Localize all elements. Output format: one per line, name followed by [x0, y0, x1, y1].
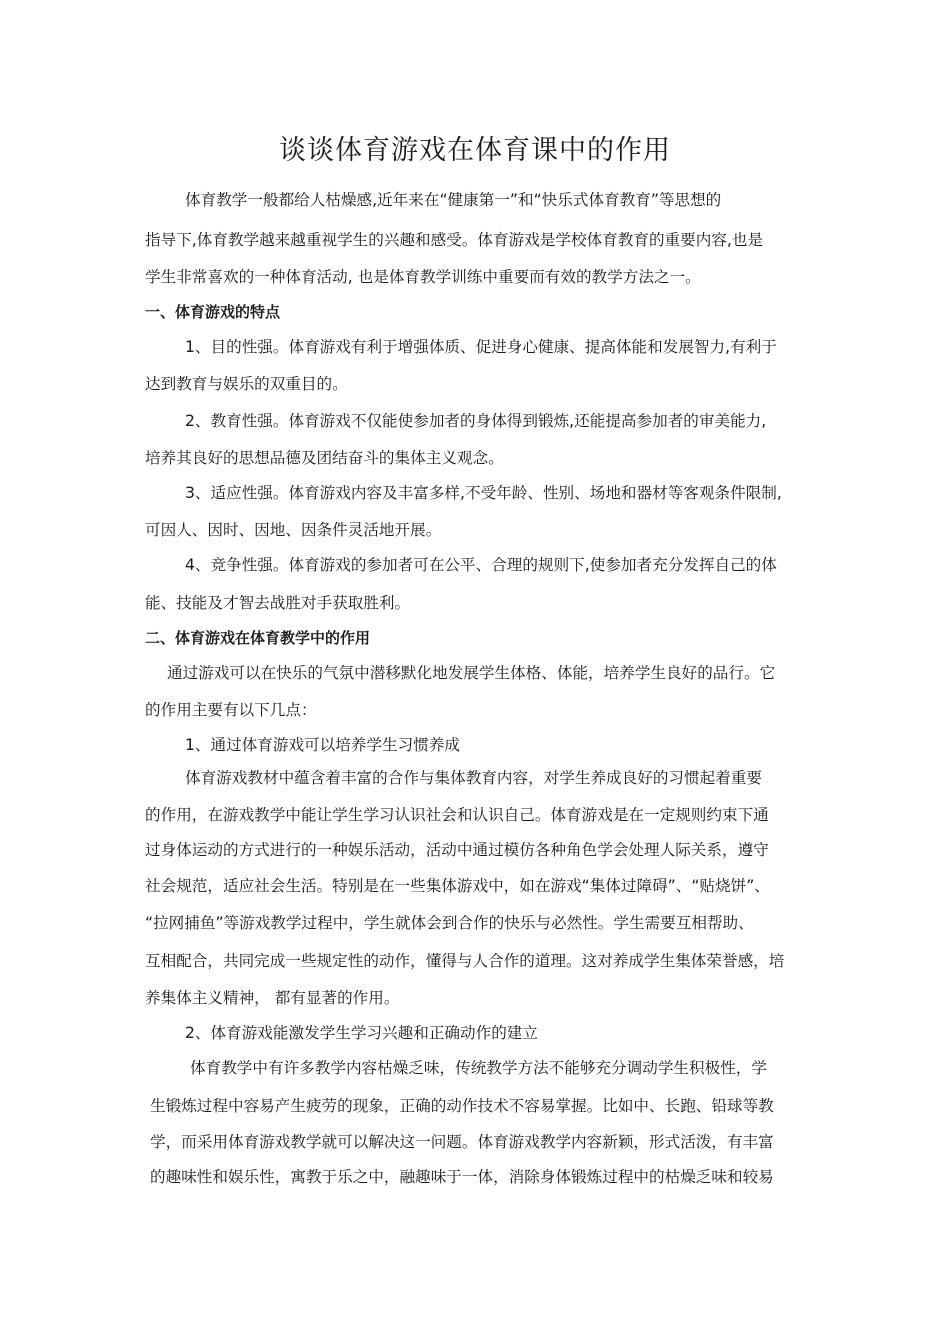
section-heading: 一、体育游戏的特点: [145, 303, 281, 321]
paragraph-line: 体育教学中有许多教学内容枯燥乏味，传统教学方法不能够充分调动学生积极性，学: [190, 1059, 767, 1077]
paragraph-line: 通过游戏可以在快乐的气氛中潜移默化地发展学生体格、体能，培养学生良好的品行。它: [167, 664, 776, 682]
paragraph-line: 学生非常喜欢的一种体育活动, 也是体育教学训练中重要而有效的教学方法之一。: [145, 268, 701, 286]
paragraph-line: 4、竞争性强。体育游戏的参加者可在公平、合理的规则下,使参加者充分发挥自己的体: [185, 556, 777, 574]
paragraph-line: 体育游戏教材中蕴含着丰富的合作与集体教育内容，对学生养成良好的习惯起着重要: [185, 769, 762, 787]
document-title: 谈谈体育游戏在体育课中的作用: [279, 135, 671, 166]
paragraph-line: 指导下,体育教学越来越重视学生的兴趣和感受。体育游戏是学校体育教育的重要内容,也是: [145, 231, 764, 249]
paragraph-line: 可因人、因时、因地、因条件灵活地开展。: [145, 521, 442, 539]
section-heading: 二、体育游戏在体育教学中的作用: [145, 629, 371, 647]
paragraph-line: 体育教学一般都给人枯燥感,近年来在“健康第一”和“快乐式体育教育”等思想的: [185, 191, 722, 209]
paragraph-line: 培养其良好的思想品德及团结奋斗的集体主义观念。: [145, 449, 504, 467]
paragraph-line: 过身体运动的方式进行的一种娱乐活动，活动中通过模仿各种角色学会处理人际关系，遵守: [145, 841, 769, 859]
paragraph-line: 3、适应性强。体育游戏内容及丰富多样,不受年龄、性别、场地和器材等客观条件限制,: [185, 484, 782, 502]
subsection-heading: 2、体育游戏能激发学生学习兴趣和正确动作的建立: [185, 1024, 538, 1042]
paragraph-line: 的作用，在游戏教学中能让学生学习认识社会和认识自己。体育游戏是在一定规则约束下通: [145, 806, 769, 824]
paragraph-line: 社会规范，适应社会生活。特别是在一些集体游戏中，如在游戏“集体过障碍”、“贴烧饼”、: [145, 877, 770, 895]
paragraph-line: 生锻炼过程中容易产生疲劳的现象，正确的动作技术不容易掌握。比如中、长跑、铅球等教: [150, 1097, 774, 1115]
subsection-heading: 1、通过体育游戏可以培养学生习惯养成: [185, 736, 461, 754]
paragraph-line: 的趣味性和娱乐性，寓教于乐之中，融趣味于一体，消除身体锻炼过程中的枯燥乏味和较易: [150, 1168, 774, 1186]
paragraph-line: 的作用主要有以下几点：: [145, 701, 317, 719]
paragraph-line: 2、教育性强。体育游戏不仅能使参加者的身体得到锻炼,还能提高参加者的审美能力,: [185, 412, 767, 430]
paragraph-line: “拉网捕鱼”等游戏教学过程中，学生就体会到合作的快乐与必然性。学生需要互相帮助、: [145, 914, 754, 932]
paragraph-line: 互相配合，共同完成一些规定性的动作，懂得与人合作的道理。这对养成学生集体荣誉感，培: [145, 952, 785, 970]
paragraph-line: 能、技能及才智去战胜对手获取胜利。: [145, 594, 411, 612]
paragraph-line: 学，而采用体育游戏教学就可以解决这一问题。体育游戏教学内容新颖，形式活泼，有丰富: [150, 1133, 774, 1151]
paragraph-line: 1、目的性强。体育游戏有利于增强体质、促进身心健康、提高体能和发展智力,有利于: [185, 338, 777, 356]
paragraph-line: 达到教育与娱乐的双重目的。: [145, 375, 348, 393]
paragraph-line: 养集体主义精神， 都有显著的作用。: [145, 989, 400, 1007]
